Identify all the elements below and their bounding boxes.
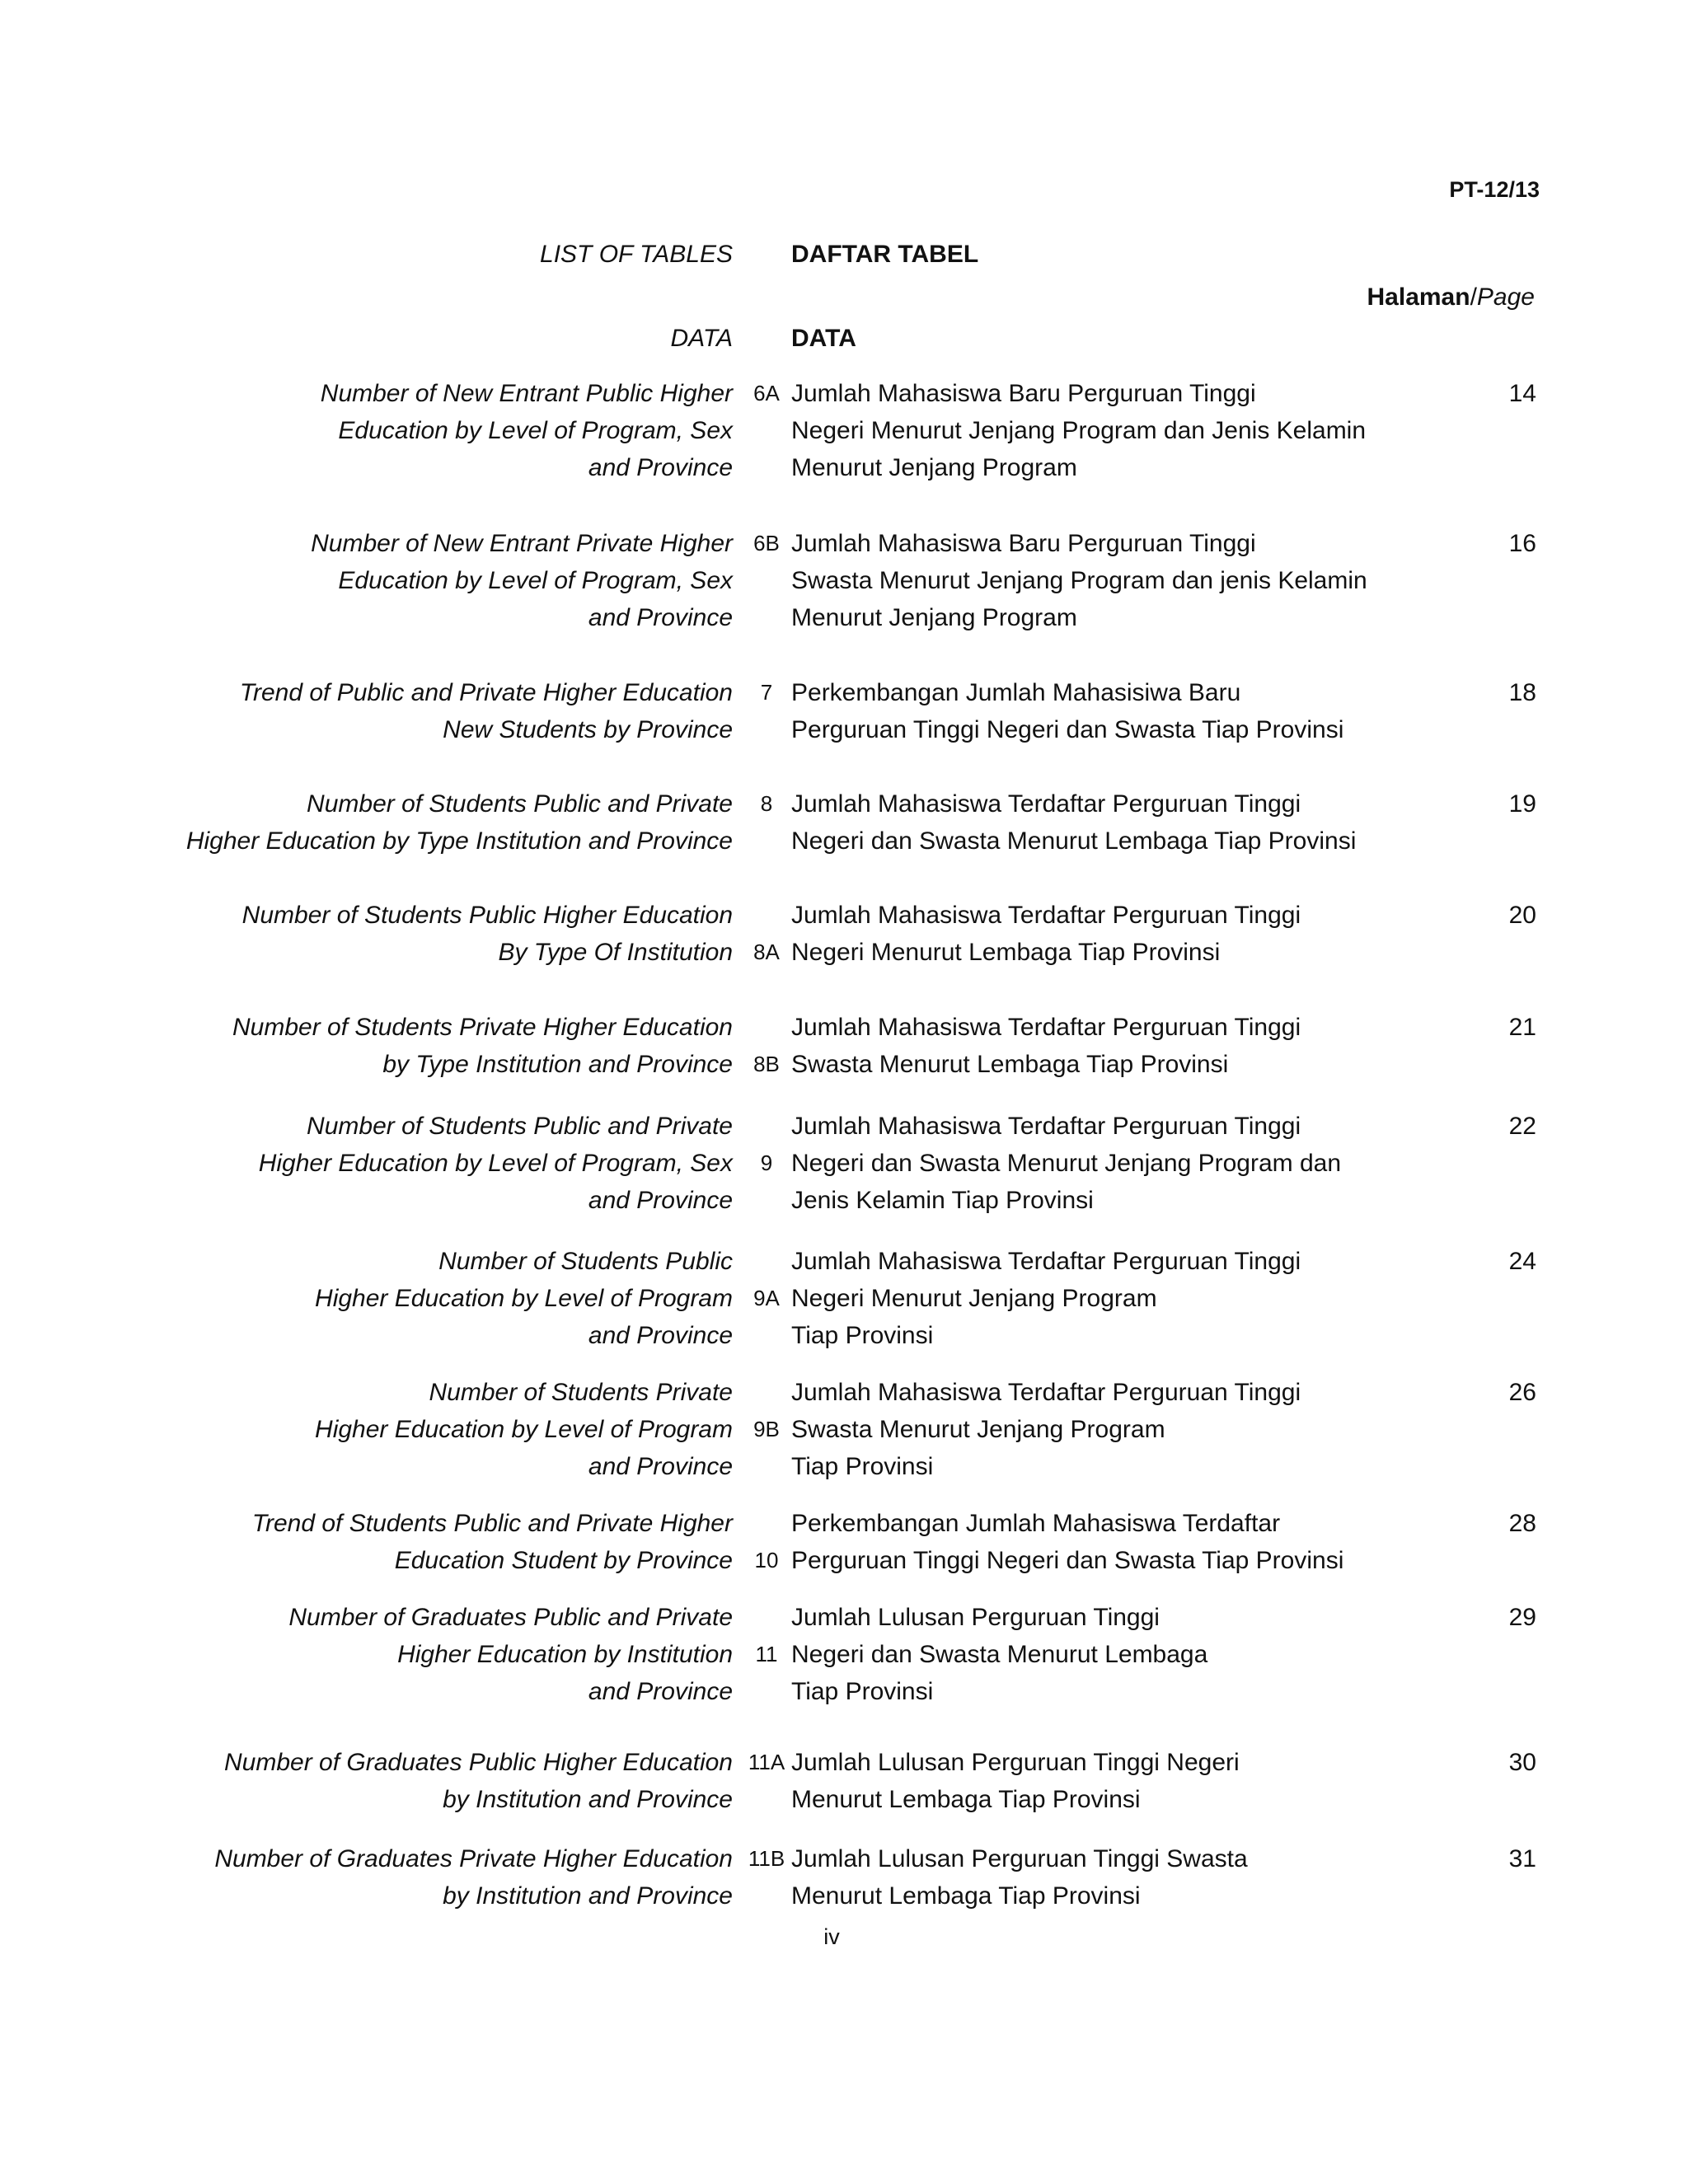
entry-title-id: Jumlah Mahasiswa Baru Perguruan Tinggi — [791, 530, 1256, 557]
document-code: PT-12/13 — [1449, 177, 1540, 202]
entry-title-en: Number of Students Private — [429, 1379, 733, 1406]
entry-number: 6A — [753, 381, 780, 405]
entry-title-en: Number of New Entrant Public Higher — [320, 380, 733, 407]
entry-page-number: 31 — [1508, 1845, 1536, 1872]
entry-title-en: Education Student by Province — [394, 1547, 733, 1574]
entry-title-id: Negeri Menurut Jenjang Program — [791, 1285, 1157, 1312]
entry-title-id: Menurut Jenjang Program — [791, 604, 1077, 631]
entry-title-en: Number of Students Public Higher Education — [241, 902, 733, 929]
entry-title-en: by Institution and Province — [443, 1786, 733, 1813]
entry-title-en: Number of Graduates Public and Private — [288, 1604, 733, 1631]
entry-title-id: Perkembangan Jumlah Mahasiswa Terdaftar — [791, 1510, 1281, 1537]
entry-title-en: Higher Education by Level of Program — [315, 1285, 733, 1312]
entry-page-number: 21 — [1508, 1014, 1536, 1041]
entry-title-id: Menurut Jenjang Program — [791, 454, 1077, 481]
entry-title-id: Tiap Provinsi — [791, 1453, 934, 1480]
entry-number: 11B — [748, 1846, 785, 1871]
entry-title-en: Number of Graduates Private Higher Education — [214, 1845, 733, 1872]
entry-title-id: Jumlah Mahasiswa Terdaftar Perguruan Tinggi — [791, 902, 1301, 929]
entry-title-id: Tiap Provinsi — [791, 1678, 934, 1705]
entry-title-en: Number of New Entrant Private Higher — [311, 530, 733, 557]
entry-title-en: Higher Education by Level of Program — [315, 1416, 733, 1443]
entry-page-number: 26 — [1508, 1379, 1536, 1406]
entry-title-en: Higher Education by Institution — [397, 1641, 733, 1668]
entry-number: 10 — [754, 1548, 779, 1572]
entry-title-en: by Institution and Province — [443, 1882, 733, 1910]
page-column-header-sep: / — [1470, 284, 1477, 311]
entry-title-en: Education by Level of Program, Sex — [338, 567, 733, 594]
entry-title-id: Jumlah Lulusan Perguruan Tinggi Negeri — [791, 1749, 1240, 1776]
entry-title-id: Negeri dan Swasta Menurut Jenjang Program dan — [791, 1150, 1342, 1177]
entry-number: 9A — [753, 1286, 780, 1310]
entry-title-id: Swasta Menurut Jenjang Program dan jenis Kelamin — [791, 567, 1367, 594]
entry-title-en: Higher Education by Type Institution and Province — [185, 827, 733, 855]
entry-title-en: by Type Institution and Province — [382, 1051, 733, 1078]
entry-title-en: Number of Students Public and Private — [307, 790, 733, 818]
entry-title-id: Jumlah Mahasiswa Terdaftar Perguruan Tinggi — [791, 1113, 1301, 1140]
entry-title-en: and Province — [588, 604, 733, 631]
entry-title-id: Perguruan Tinggi Negeri dan Swasta Tiap Provinsi — [791, 716, 1344, 743]
entry-number: 9B — [753, 1417, 780, 1441]
entry-number: 8 — [760, 791, 773, 816]
entry-number: 6B — [753, 531, 780, 555]
entry-title-id: Menurut Lembaga Tiap Provinsi — [791, 1786, 1141, 1813]
entry-title-en: and Province — [588, 454, 733, 481]
entry-page-number: 20 — [1508, 902, 1536, 929]
entry-title-en: Number of Students Private Higher Education — [232, 1014, 733, 1041]
entry-title-en: By Type Of Institution — [498, 939, 733, 966]
entry-title-en: Higher Education by Level of Program, Sex — [258, 1150, 733, 1177]
section-title-id: DATA — [791, 325, 856, 352]
entry-title-id: Jumlah Lulusan Perguruan Tinggi Swasta — [791, 1845, 1248, 1872]
entry-title-id: Negeri Menurut Lembaga Tiap Provinsi — [791, 939, 1221, 966]
entry-title-id: Negeri dan Swasta Menurut Lembaga — [791, 1641, 1208, 1668]
entry-number: 7 — [760, 680, 773, 705]
page-column-header — [1367, 279, 1535, 316]
entry-title-id: Jumlah Lulusan Perguruan Tinggi — [791, 1604, 1160, 1631]
entry-title-id: Perkembangan Jumlah Mahasisiwa Baru — [791, 679, 1241, 706]
entry-title-id: Swasta Menurut Jenjang Program — [791, 1416, 1165, 1443]
entry-title-en: Number of Students Public and Private — [307, 1113, 733, 1140]
entry-title-en: Trend of Students Public and Private Higher — [251, 1510, 733, 1537]
entry-number: 8B — [753, 1052, 780, 1076]
entry-page-number: 30 — [1508, 1749, 1536, 1776]
entry-title-id: Menurut Lembaga Tiap Provinsi — [791, 1882, 1141, 1910]
entry-title-id: Jumlah Mahasiswa Terdaftar Perguruan Tinggi — [791, 1014, 1301, 1041]
entry-page-number: 14 — [1508, 380, 1536, 407]
page-column-header-bold: Halaman — [1367, 284, 1470, 311]
entry-title-en: Education by Level of Program, Sex — [338, 417, 733, 444]
entry-page-number: 22 — [1508, 1113, 1536, 1140]
entry-title-en: and Province — [588, 1187, 733, 1214]
entry-title-en: Number of Students Public — [438, 1248, 733, 1275]
entry-title-id: Jumlah Mahasiswa Terdaftar Perguruan Tinggi — [791, 790, 1301, 818]
entry-title-en: and Province — [588, 1322, 733, 1349]
entry-page-number: 28 — [1508, 1510, 1536, 1537]
entry-title-en: Number of Graduates Public Higher Education — [224, 1749, 733, 1776]
entry-title-id: Jenis Kelamin Tiap Provinsi — [791, 1187, 1094, 1214]
entry-title-id: Jumlah Mahasiswa Terdaftar Perguruan Tinggi — [791, 1248, 1301, 1275]
page-column-header-italic: Page — [1476, 284, 1535, 311]
entry-title-id: Tiap Provinsi — [791, 1322, 934, 1349]
entry-title-id: Swasta Menurut Lembaga Tiap Provinsi — [791, 1051, 1229, 1078]
entry-title-id: Perguruan Tinggi Negeri dan Swasta Tiap Provinsi — [791, 1547, 1344, 1574]
entry-number: 9 — [760, 1151, 773, 1175]
entry-page-number: 16 — [1508, 530, 1536, 557]
page-number: iv — [823, 1924, 840, 1949]
entry-page-number: 18 — [1508, 679, 1536, 706]
entry-title-en: New Students by Province — [443, 716, 733, 743]
entry-page-number: 24 — [1508, 1248, 1536, 1275]
entry-title-id: Jumlah Mahasiswa Baru Perguruan Tinggi — [791, 380, 1256, 407]
list-title-en: LIST OF TABLES — [540, 241, 733, 268]
entry-title-id: Jumlah Mahasiswa Terdaftar Perguruan Tinggi — [791, 1379, 1301, 1406]
section-title-en: DATA — [670, 325, 733, 352]
list-title-id: DAFTAR TABEL — [791, 241, 979, 268]
entry-number: 11A — [748, 1750, 785, 1774]
entry-title-en: and Province — [588, 1453, 733, 1480]
entry-title-en: and Province — [588, 1678, 733, 1705]
entry-page-number: 19 — [1508, 790, 1536, 818]
entry-title-en: Trend of Public and Private Higher Education — [239, 679, 733, 706]
entry-title-id: Negeri Menurut Jenjang Program dan Jenis Kelamin — [791, 417, 1367, 444]
entry-number: 11 — [755, 1642, 778, 1666]
entry-title-id: Negeri dan Swasta Menurut Lembaga Tiap Provinsi — [791, 827, 1357, 855]
entry-number: 8A — [753, 940, 780, 964]
entry-page-number: 29 — [1508, 1604, 1536, 1631]
